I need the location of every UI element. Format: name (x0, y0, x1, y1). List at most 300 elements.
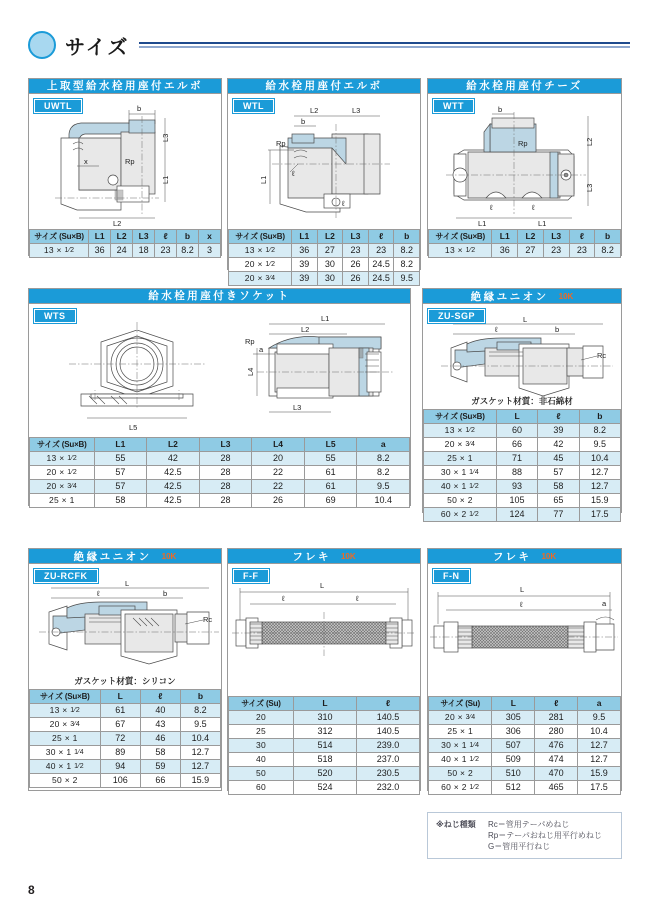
cell: 15.9 (180, 774, 220, 788)
cell: 26 (343, 258, 369, 272)
cell: 58 (94, 494, 147, 508)
col-header: b (180, 690, 220, 704)
table-row (229, 272, 420, 286)
col-header: L2 (518, 230, 544, 244)
cell: 13 × 1⁄2 (229, 244, 292, 258)
cell: 50 (229, 767, 294, 781)
svg-text:L1: L1 (538, 219, 547, 228)
cell: 58 (140, 746, 180, 760)
table-row (229, 244, 420, 258)
cell: 305 (492, 711, 535, 725)
col-header: ℓ (538, 410, 579, 424)
note-line: Rp＝テーパおねじ用平行めねじ (488, 831, 602, 840)
cell: 20 × 3⁄4 (30, 718, 101, 732)
cell: 25 × 1 (424, 452, 497, 466)
cell: 10.4 (357, 494, 410, 508)
cell: 239.0 (356, 739, 419, 753)
col-header: L4 (252, 438, 305, 452)
cell: 15.9 (578, 767, 621, 781)
cell: 306 (492, 725, 535, 739)
cell: 512 (492, 781, 535, 795)
cell: 60 × 2 1⁄2 (424, 508, 497, 522)
svg-text:Rp: Rp (518, 139, 528, 148)
cell: 17.5 (578, 781, 621, 795)
col-header: サイズ (Su×B) (424, 410, 497, 424)
col-header: L5 (304, 438, 357, 452)
cell: 13 × 1⁄2 (30, 704, 101, 718)
col-header: サイズ (Su×B) (30, 438, 95, 452)
spec-table-f-n (428, 696, 621, 795)
cell: 9.5 (579, 438, 620, 452)
cell: 22 (252, 466, 305, 480)
cell: 23 (569, 244, 595, 258)
table-row (30, 244, 221, 258)
cell: 25 × 1 (30, 732, 101, 746)
col-header: a (578, 697, 621, 711)
cell: 8.2 (177, 244, 199, 258)
cell: 66 (496, 438, 537, 452)
cell: 65 (538, 494, 579, 508)
cell: 46 (140, 732, 180, 746)
cell: 17.5 (579, 508, 620, 522)
gasket-note-zu-rcfk: ガスケット材質：シリコン (74, 676, 176, 686)
product-card-zu-sgp (422, 288, 622, 519)
code-tag-uwtl: UWTL (34, 99, 82, 113)
cell: 69 (304, 494, 357, 508)
table-row (424, 466, 621, 480)
table-row (30, 718, 221, 732)
thread-type-note (427, 812, 622, 859)
table-row (424, 424, 621, 438)
cell: 465 (535, 781, 578, 795)
spec-table-zu-rcfk (29, 689, 221, 788)
product-card-wts (28, 288, 411, 506)
cell: 23 (543, 244, 569, 258)
svg-text:L3: L3 (161, 133, 170, 142)
figure-f-f (228, 564, 420, 696)
figure-f-n (428, 564, 621, 696)
card-title-zu-rcfk: 絶縁ユニオン 10K (29, 549, 221, 564)
cell: 60 (229, 781, 294, 795)
code-tag-zu-sgp: ZU-SGP (428, 309, 485, 323)
cell: 524 (293, 781, 356, 795)
cell: 40 × 1 1⁄2 (424, 480, 497, 494)
spec-table-wtl (228, 229, 420, 286)
cell: 9.5 (578, 711, 621, 725)
page-header (28, 28, 630, 62)
product-card-uwtl (28, 78, 222, 256)
col-header: ℓ (368, 230, 394, 244)
table-row (229, 767, 420, 781)
figure-uwtl (29, 94, 221, 229)
cell: 40 (140, 704, 180, 718)
drawing-wtt (428, 94, 621, 229)
code-tag-wtt: WTT (433, 99, 474, 113)
cell: 8.2 (357, 466, 410, 480)
cell: 476 (535, 739, 578, 753)
cell: 50 × 2 (424, 494, 497, 508)
note-line: Rc＝管用テーパめねじ (488, 820, 570, 829)
cell: 18 (133, 244, 155, 258)
cell: 124 (496, 508, 537, 522)
cell: 12.7 (180, 746, 220, 760)
spec-table-f-f (228, 696, 420, 795)
svg-text:Rc: Rc (203, 615, 213, 624)
cell: 12.7 (579, 466, 620, 480)
cell: 12.7 (578, 739, 621, 753)
cell: 36 (89, 244, 111, 258)
cell: 72 (100, 732, 140, 746)
cell: 3 (198, 244, 220, 258)
cell: 9.5 (357, 480, 410, 494)
table-row (429, 781, 621, 795)
table-row (429, 725, 621, 739)
svg-text:b: b (498, 105, 503, 114)
cell: 61 (304, 480, 357, 494)
cell: 50 × 2 (30, 774, 101, 788)
cell: 59 (140, 760, 180, 774)
col-header: L (100, 690, 140, 704)
cell: 30 × 1 1⁄4 (424, 466, 497, 480)
cell: 30 (317, 258, 343, 272)
note-line: G＝管用平行ねじ (488, 842, 551, 851)
svg-text:ℓ: ℓ (282, 594, 285, 603)
cell: 50 × 2 (429, 767, 492, 781)
svg-text:Rc: Rc (597, 351, 607, 360)
cell: 42 (538, 438, 579, 452)
svg-text:Rp: Rp (276, 139, 286, 148)
cell: 140.5 (356, 711, 419, 725)
cell: 55 (304, 452, 357, 466)
svg-text:b: b (137, 104, 142, 113)
table-row (30, 746, 221, 760)
cell: 12.7 (578, 753, 621, 767)
cell: 42.5 (147, 494, 200, 508)
svg-text:ℓ: ℓ (292, 169, 295, 178)
figure-zu-rcfk (29, 564, 221, 689)
col-header: L2 (317, 230, 343, 244)
cell: 26 (252, 494, 305, 508)
cell: 10.4 (578, 725, 621, 739)
table-row (30, 732, 221, 746)
spec-table-wtt (428, 229, 621, 258)
cell: 94 (100, 760, 140, 774)
cell: 10.4 (579, 452, 620, 466)
table-row (424, 494, 621, 508)
svg-text:L1: L1 (259, 175, 268, 184)
table-row (229, 753, 420, 767)
cell: 61 (100, 704, 140, 718)
card-title-f-f: フレキ 10K (228, 549, 420, 564)
col-header: x (198, 230, 220, 244)
cell: 30 × 1 1⁄4 (429, 739, 492, 753)
figure-zu-sgp (423, 304, 621, 409)
col-header: サイズ (Su×B) (30, 690, 101, 704)
figure-wtt (428, 94, 621, 229)
cell: 66 (140, 774, 180, 788)
svg-text:L: L (320, 581, 325, 590)
spec-table-wts (29, 437, 410, 508)
svg-text:L3: L3 (293, 403, 302, 412)
cell: 93 (496, 480, 537, 494)
cell: 514 (293, 739, 356, 753)
svg-text:L2: L2 (310, 106, 319, 115)
cell: 24 (111, 244, 133, 258)
cell: 8.2 (357, 452, 410, 466)
svg-text:L: L (523, 315, 528, 324)
svg-text:ℓ: ℓ (356, 594, 359, 603)
svg-text:L5: L5 (129, 423, 138, 432)
cell: 27 (317, 244, 343, 258)
cell: 42.5 (147, 480, 200, 494)
table-row (229, 739, 420, 753)
cell: 40 × 1 1⁄2 (429, 753, 492, 767)
svg-text:L2: L2 (301, 325, 310, 334)
card-title-wtt: 給水栓用座付チーズ (428, 79, 621, 94)
cell: 30 × 1 1⁄4 (30, 746, 101, 760)
cell: 23 (343, 244, 369, 258)
cell: 39 (538, 424, 579, 438)
table-row (30, 760, 221, 774)
cell: 280 (535, 725, 578, 739)
cell: 20 × 3⁄4 (424, 438, 497, 452)
cell: 474 (535, 753, 578, 767)
cell: 310 (293, 711, 356, 725)
cell: 10.4 (180, 732, 220, 746)
table-row (424, 438, 621, 452)
table-row (229, 781, 420, 795)
svg-text:ℓ: ℓ (532, 203, 535, 212)
col-header: L2 (111, 230, 133, 244)
cell: 20 × 1⁄2 (30, 466, 95, 480)
cell: 25 × 1 (30, 494, 95, 508)
table-row (429, 711, 621, 725)
svg-text:L2: L2 (113, 219, 122, 228)
spec-table-uwtl (29, 229, 221, 258)
svg-text:L: L (125, 579, 130, 588)
card-title-wts: 給水栓用座付きソケット (29, 289, 410, 304)
col-header: ℓ (140, 690, 180, 704)
code-tag-wtl: WTL (233, 99, 274, 113)
table-row (30, 774, 221, 788)
cell: 36 (492, 244, 518, 258)
table-row (429, 244, 621, 258)
svg-text:L: L (520, 585, 525, 594)
col-header: サイズ (Su) (429, 697, 492, 711)
cell: 57 (94, 480, 147, 494)
col-header: a (357, 438, 410, 452)
cell: 89 (100, 746, 140, 760)
cell: 312 (293, 725, 356, 739)
cell: 28 (199, 494, 252, 508)
svg-text:L3: L3 (352, 106, 361, 115)
figure-wtl (228, 94, 420, 229)
header-rule (139, 41, 630, 49)
pressure-badge: 10K (541, 552, 557, 561)
table-row (30, 480, 410, 494)
cell: 13 × 1⁄2 (30, 452, 95, 466)
svg-text:ℓ: ℓ (490, 203, 493, 212)
code-tag-zu-rcfk: ZU-RCFK (34, 569, 98, 583)
svg-text:ℓ: ℓ (495, 325, 498, 334)
svg-text:L2: L2 (585, 137, 594, 146)
cell: 106 (100, 774, 140, 788)
cell: 232.0 (356, 781, 419, 795)
col-header: L1 (94, 438, 147, 452)
col-header: サイズ (Su×B) (429, 230, 492, 244)
cell: 30 (229, 739, 294, 753)
col-header: b (394, 230, 420, 244)
cell: 28 (199, 452, 252, 466)
cell: 26 (343, 272, 369, 286)
product-card-zu-rcfk (28, 548, 222, 791)
cell: 13 × 1⁄2 (424, 424, 497, 438)
cell: 60 × 2 1⁄2 (429, 781, 492, 795)
svg-text:ℓ: ℓ (342, 199, 345, 208)
cell: 24.5 (368, 272, 394, 286)
col-header: L1 (89, 230, 111, 244)
cell: 8.2 (394, 258, 420, 272)
svg-text:b: b (555, 325, 560, 334)
col-header: サイズ (Su×B) (229, 230, 292, 244)
pressure-badge: 10K (161, 552, 177, 561)
cell: 9.5 (394, 272, 420, 286)
svg-text:a: a (602, 599, 607, 608)
cell: 470 (535, 767, 578, 781)
cell: 20 × 1⁄2 (229, 258, 292, 272)
cell: 20 (229, 711, 294, 725)
card-title-wtl: 給水栓用座付エルボ (228, 79, 420, 94)
table-row (424, 452, 621, 466)
cell: 25 (229, 725, 294, 739)
cell: 8.2 (180, 704, 220, 718)
svg-text:b: b (163, 589, 168, 598)
cell: 509 (492, 753, 535, 767)
cell: 55 (94, 452, 147, 466)
drawing-uwtl (29, 94, 221, 229)
drawing-wtl (228, 94, 420, 229)
drawing-wts (29, 304, 410, 437)
cell: 518 (293, 753, 356, 767)
cell: 30 (317, 272, 343, 286)
cell: 24.5 (368, 258, 394, 272)
cell: 8.2 (579, 424, 620, 438)
cell: 140.5 (356, 725, 419, 739)
cell: 507 (492, 739, 535, 753)
cell: 42 (147, 452, 200, 466)
svg-text:Rp: Rp (125, 157, 135, 166)
cell: 36 (292, 244, 318, 258)
col-header: L3 (199, 438, 252, 452)
spec-table-zu-sgp (423, 409, 621, 522)
table-row (424, 508, 621, 522)
cell: 45 (538, 452, 579, 466)
cell: 20 × 3⁄4 (429, 711, 492, 725)
code-tag-f-n: F-N (433, 569, 470, 583)
cell: 40 (229, 753, 294, 767)
table-row (429, 767, 621, 781)
table-row (229, 711, 420, 725)
code-tag-f-f: F-F (233, 569, 269, 583)
cell: 39 (292, 272, 318, 286)
svg-text:L4: L4 (246, 367, 255, 376)
cell: 67 (100, 718, 140, 732)
cell: 8.2 (394, 244, 420, 258)
svg-text:L1: L1 (321, 314, 330, 323)
svg-text:x: x (84, 157, 88, 166)
gasket-note-zu-sgp: ガスケット材質：非石綿材 (471, 396, 573, 406)
cell: 15.9 (579, 494, 620, 508)
cell: 28 (199, 480, 252, 494)
pressure-badge: 10K (340, 552, 356, 561)
cell: 27 (518, 244, 544, 258)
cell: 20 × 3⁄4 (229, 272, 292, 286)
table-row (30, 494, 410, 508)
cell: 20 × 3⁄4 (30, 480, 95, 494)
cell: 23 (368, 244, 394, 258)
cell: 23 (155, 244, 177, 258)
svg-text:L1: L1 (161, 175, 170, 184)
cell: 230.5 (356, 767, 419, 781)
svg-text:Rp: Rp (245, 337, 255, 346)
drawing-f-f (228, 564, 420, 696)
figure-wts (29, 304, 410, 437)
page-number: 8 (28, 883, 35, 897)
table-row (229, 258, 420, 272)
col-header: L (492, 697, 535, 711)
bullet-circle-icon (28, 31, 56, 59)
page-title: サイズ (65, 36, 130, 59)
svg-text:ℓ: ℓ (520, 600, 523, 609)
drawing-f-n (428, 564, 621, 696)
cell: 58 (538, 480, 579, 494)
table-row (229, 725, 420, 739)
cell: 105 (496, 494, 537, 508)
col-header: b (579, 410, 620, 424)
cell: 237.0 (356, 753, 419, 767)
cell: 57 (94, 466, 147, 480)
cell: 12.7 (180, 760, 220, 774)
table-row (424, 480, 621, 494)
svg-text:ℓ: ℓ (97, 589, 100, 598)
cell: 40 × 1 1⁄2 (30, 760, 101, 774)
product-card-wtt (427, 78, 622, 256)
col-header: L1 (292, 230, 318, 244)
code-tag-wts: WTS (34, 309, 76, 323)
table-row (30, 466, 410, 480)
col-header: ℓ (356, 697, 419, 711)
cell: 22 (252, 480, 305, 494)
table-row (30, 452, 410, 466)
col-header: b (595, 230, 621, 244)
product-card-f-n (427, 548, 622, 791)
table-row (429, 753, 621, 767)
cell: 57 (538, 466, 579, 480)
cell: 9.5 (180, 718, 220, 732)
cell: 77 (538, 508, 579, 522)
col-header: ℓ (569, 230, 595, 244)
col-header: ℓ (155, 230, 177, 244)
cell: 25 × 1 (429, 725, 492, 739)
svg-text:b: b (301, 117, 306, 126)
card-title-f-n: フレキ 10K (428, 549, 621, 564)
cell: 43 (140, 718, 180, 732)
cell: 42.5 (147, 466, 200, 480)
product-card-wtl (227, 78, 421, 283)
cell: 39 (292, 258, 318, 272)
cell: 60 (496, 424, 537, 438)
col-header: L3 (133, 230, 155, 244)
